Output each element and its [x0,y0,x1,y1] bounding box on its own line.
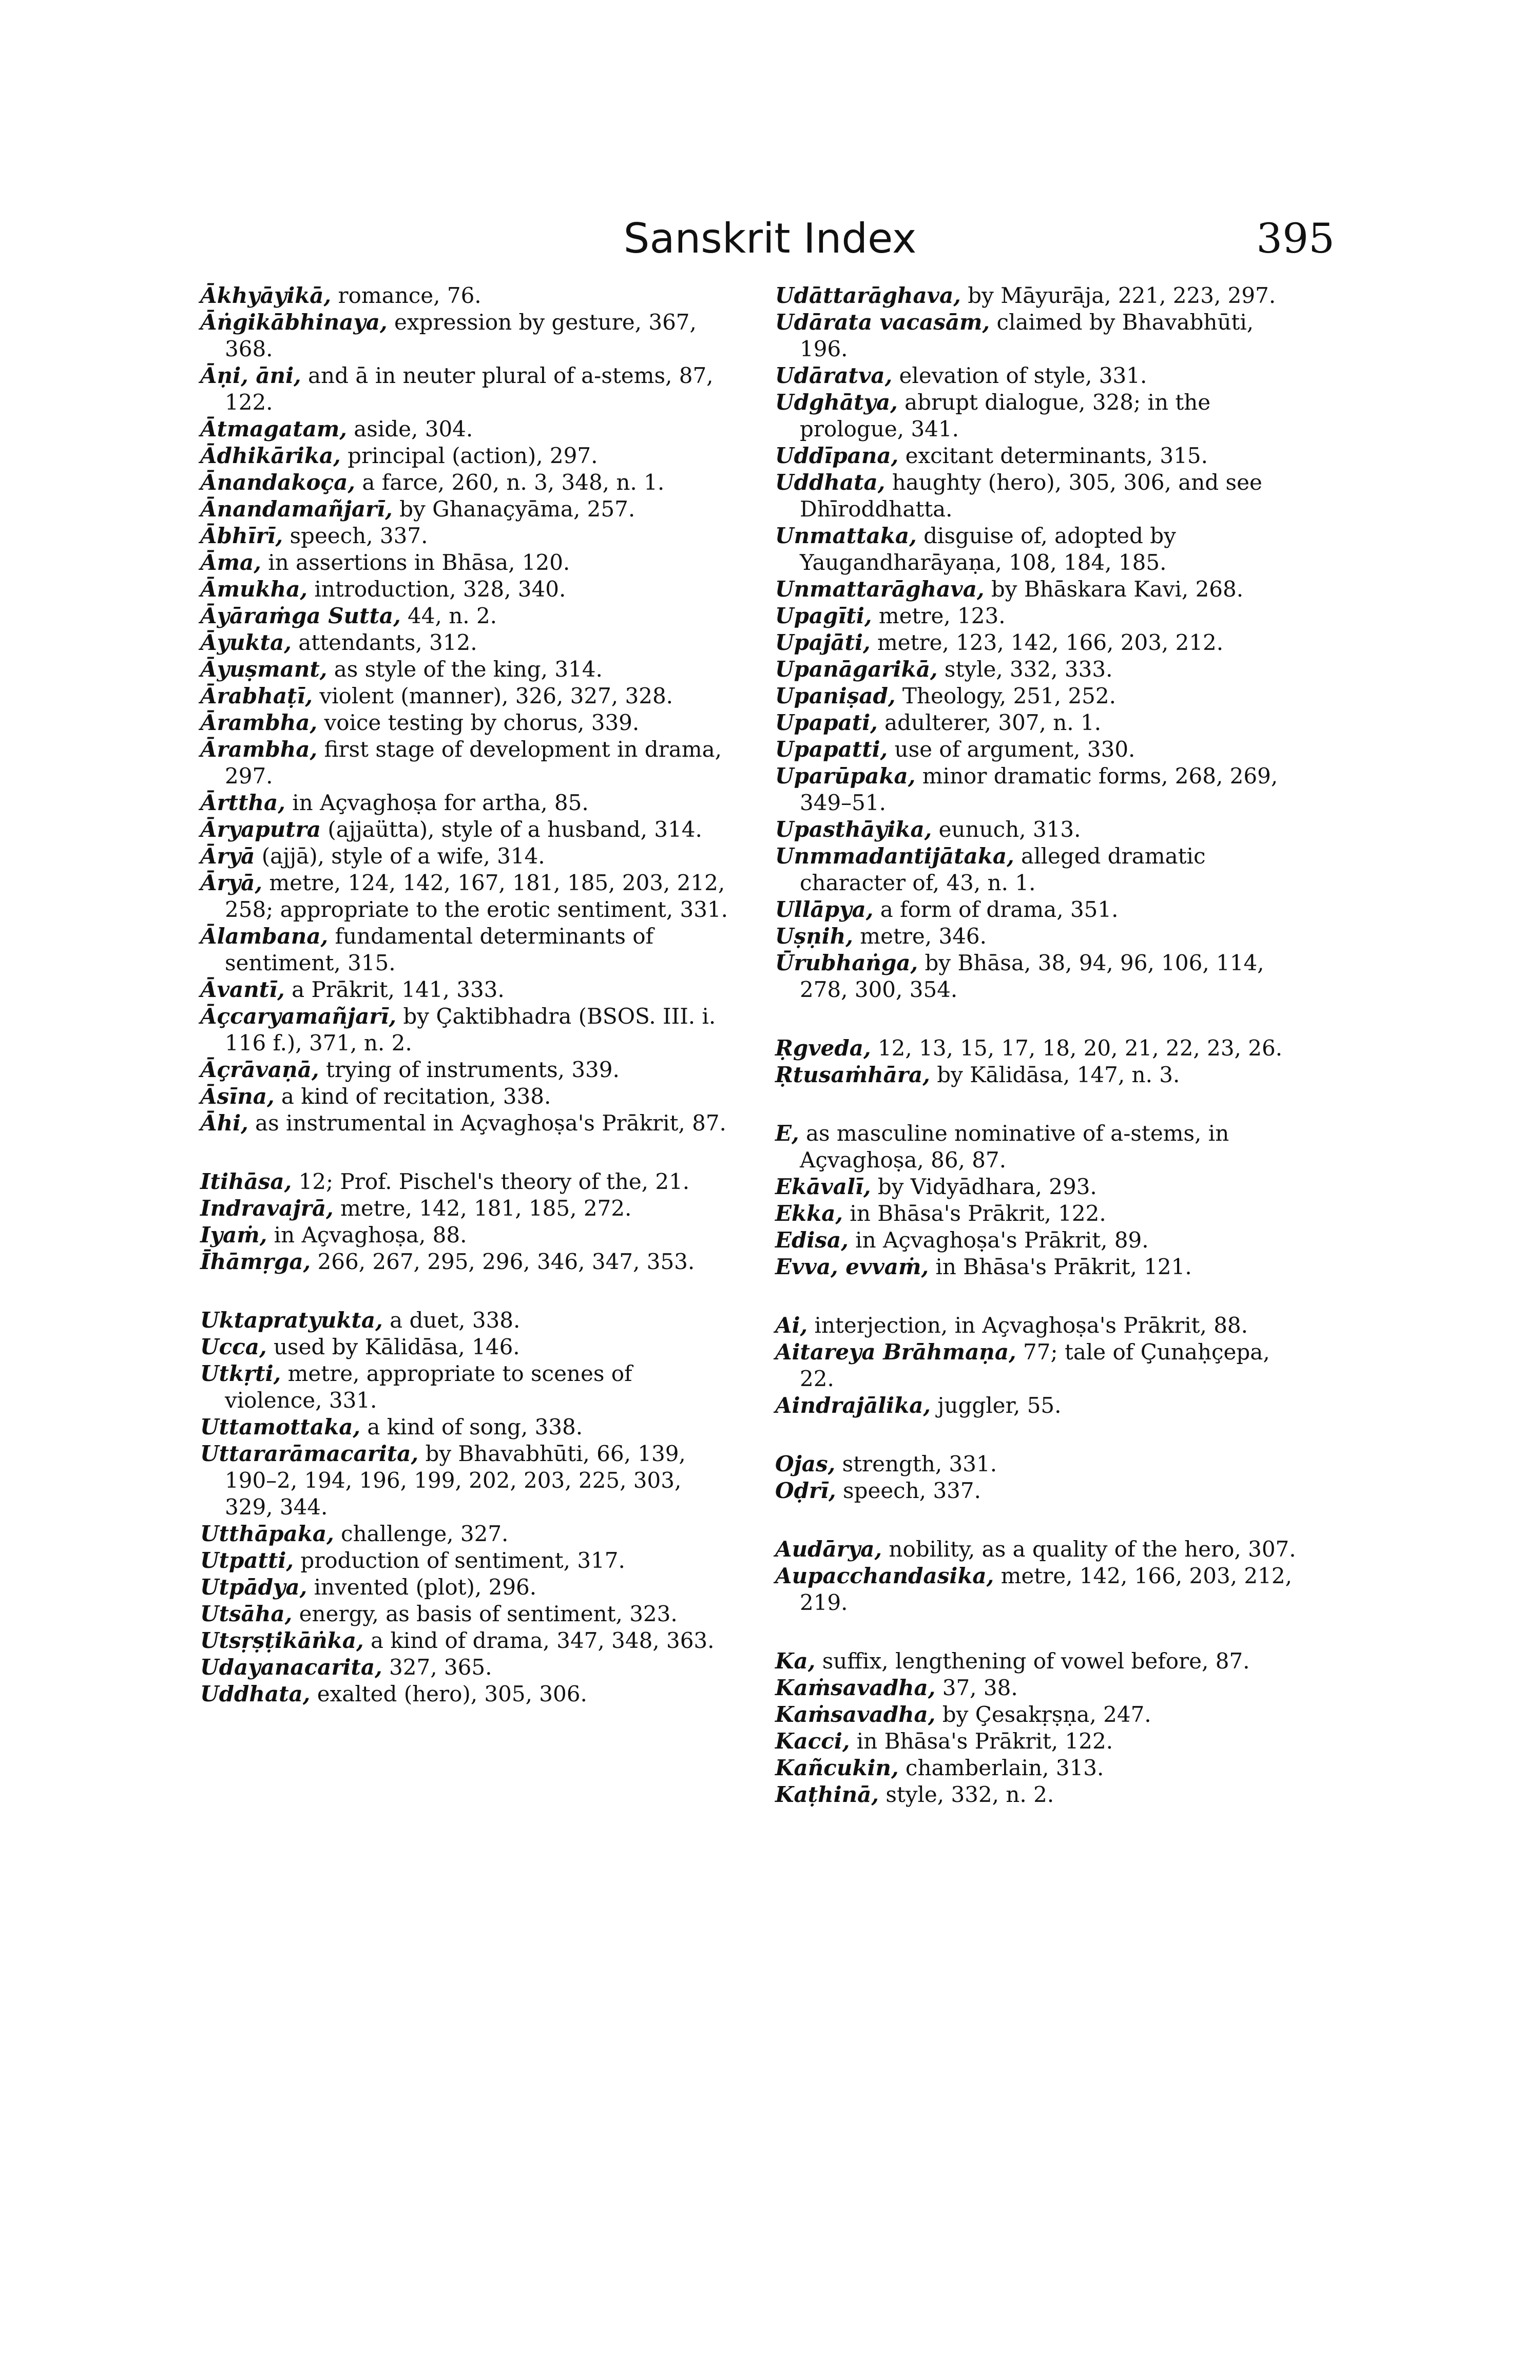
index-details: minor dramatic forms, 268, 269, 349–51. [800,763,1278,815]
index-entry [775,1392,1304,1419]
index-term: Uddīpana, [775,443,899,468]
index-details: a Prākrit, 141, 333. [284,977,505,1002]
index-entry [200,656,729,683]
index-details: disguise of, adopted by Yaugandharāyaṇa, 108, 184, 185. [800,523,1176,575]
index-term: Udāttarāghava, [775,283,961,308]
index-entry [200,576,729,603]
section-gap [775,1419,1304,1451]
index-term: Ārabhaṭī, [200,683,313,708]
index-term: Uttamottaka, [200,1414,361,1439]
index-entry [775,1062,1304,1088]
index-details: haughty (hero), 305, 306, and see Dhīroddhatta. [800,470,1262,522]
index-term: Upapatti, [775,737,888,762]
index-entry [200,736,729,790]
index-entry [200,362,729,416]
index-details: alleged dramatic character of, 43, n. 1. [800,843,1206,895]
index-term: E, [775,1121,799,1146]
index-term: Āçcaryamañjarī, [200,1004,396,1029]
index-details: metre, 142, 181, 185, 272. [333,1196,632,1221]
index-details: claimed by Bhavabhūti, 196. [800,310,1254,361]
index-details: as masculine nominative of a-stems, in Açvaghoṣa, 86, 87. [799,1121,1229,1173]
index-details: juggler, 55. [931,1393,1062,1418]
index-entry [200,1083,729,1110]
index-column-left [200,282,729,1707]
index-details: use of argument, 330. [888,737,1135,762]
index-entry [200,1003,729,1057]
index-details: 44, n. 2. [400,603,497,628]
index-details: metre, appropriate to scenes of violence, 331. [225,1361,632,1413]
index-entry [775,1035,1304,1062]
index-details: by Bhāsa, 38, 94, 96, 106, 114, 278, 300, 354. [800,950,1264,1002]
index-details: by Bhāskara Kavi, 268. [984,577,1244,602]
index-details: in Bhāsa's Prākrit, 122. [850,1729,1113,1754]
index-term: Āçrāvaṇā, [200,1057,319,1082]
index-term: Upaniṣad, [775,683,896,708]
index-details: strength, 331. [835,1451,997,1476]
index-entry [775,1536,1304,1563]
index-details: first stage of development in drama, 297. [225,737,722,789]
index-entry [200,282,729,309]
index-term: Uddhata, [775,470,886,495]
index-entry [775,1781,1304,1808]
index-entry [200,1168,729,1195]
index-term: Iyaṁ, [200,1222,267,1247]
index-term: Utsṛṣṭikāṅka, [200,1628,364,1653]
index-details: metre, 142, 166, 203, 212, 219. [800,1563,1292,1615]
index-entry [200,1654,729,1681]
index-details: adulterer, 307, n. 1. [877,710,1102,735]
index-term: Īhāmṛga, [200,1249,311,1274]
index-term: Upagīti, [775,603,872,628]
index-entry [200,629,729,656]
index-term: Udārata vacasām, [775,310,990,335]
page-title: Sanskrit Index [623,215,917,262]
index-details: excitant determinants, 315. [898,443,1208,468]
index-entry [200,1222,729,1249]
index-entry [775,950,1304,1003]
index-details: Theology, 251, 252. [895,683,1116,708]
section-gap [775,1504,1304,1536]
index-term: Ārttha, [200,790,285,815]
index-details: eunuch, 313. [932,817,1081,842]
index-entry [775,816,1304,843]
index-entry [775,629,1304,656]
index-term: Uparūpaka, [775,763,916,789]
index-term: Āhi, [200,1110,248,1136]
index-details: a duet, 338. [382,1308,521,1333]
index-entry [775,1648,1304,1675]
index-details: in assertions in Bhāsa, 120. [261,550,570,575]
index-term: Āryā, [200,870,262,895]
index-entry [775,736,1304,763]
index-entry [200,603,729,629]
index-entry [775,843,1304,896]
index-details: romance, 76. [331,283,482,308]
index-details: metre, 123. [872,603,1006,628]
index-term: Ekka, [775,1201,843,1226]
index-details: by Bhavabhūti, 66, 139, 190–2, 194, 196, 199, 202, 203, 225, 303, 329, 344. [225,1441,686,1520]
index-entry [200,1414,729,1441]
section-gap [200,1137,729,1168]
index-entry [200,309,729,362]
index-entry [200,416,729,443]
index-term: Ai, [775,1313,808,1338]
index-details: style, 332, 333. [937,657,1113,682]
index-details: exalted (hero), 305, 306. [310,1681,587,1706]
index-details: and ā in neuter plural of a-stems, 87, 122. [225,363,714,415]
index-entry [775,309,1304,362]
index-term: Udayanacarita, [200,1655,382,1680]
index-details: a farce, 260, n. 3, 348, n. 1. [355,470,665,495]
index-term: Ārambha, [200,710,318,735]
section-gap [775,1280,1304,1312]
page-header [0,210,1540,267]
index-details: challenge, 327. [334,1521,509,1546]
index-entry [200,523,729,549]
index-details: by Vidyādhara, 293. [871,1174,1097,1199]
index-entry [200,1627,729,1654]
index-entry [775,1755,1304,1781]
index-entry [200,816,729,843]
index-term: Unmattarāghava, [775,577,985,602]
index-entry [200,1307,729,1334]
index-details: nobility, as a quality of the hero, 307. [882,1537,1296,1562]
index-term: Udghātya, [775,390,898,415]
index-details: by Māyurāja, 221, 223, 297. [960,283,1276,308]
index-details: as instrumental in Açvaghoṣa's Prākrit, 87. [248,1110,726,1136]
index-entry [200,843,729,870]
index-details: 12; Prof. Pischel's theory of the, 21. [292,1169,690,1194]
index-details: by Kālidāsa, 147, n. 3. [930,1062,1180,1087]
index-details: by Ghanaçyāma, 257. [392,496,636,522]
index-term: Ālambana, [200,924,329,949]
index-entry [775,1451,1304,1477]
index-details: metre, 124, 142, 167, 181, 185, 203, 212, 258; appropriate to the erotic sentiment, 331. [225,870,728,922]
index-entry [775,656,1304,683]
page-number: 395 [1256,215,1335,262]
index-entry [775,1675,1304,1701]
index-term: Ābhīrī, [200,523,283,548]
index-details: voice testing by chorus, 339. [317,710,640,735]
section-gap [775,1088,1304,1120]
index-details: expression by gesture, 367, 368. [225,310,697,361]
index-entry [200,1334,729,1360]
index-term: Kaṁsavadha, [775,1675,936,1700]
index-details: 77; tale of Çunaḥçepa, 22. [800,1339,1270,1391]
index-term: Āyuṣmant, [200,657,328,682]
index-details: trying of instruments, 339. [319,1057,620,1082]
index-details: a kind of song, 338. [360,1414,583,1439]
index-details: style, 332, n. 2. [878,1782,1054,1807]
index-details: production of sentiment, 317. [294,1548,625,1573]
index-details: 12, 13, 15, 17, 18, 20, 21, 22, 23, 26. [871,1035,1283,1061]
index-entry [775,603,1304,629]
index-entry [200,1249,729,1275]
index-entry [775,683,1304,709]
index-term: Ojas, [775,1451,836,1476]
section-gap [775,1003,1304,1035]
index-entry [775,1339,1304,1392]
index-entry [200,1681,729,1707]
index-details: in Açvaghoṣa's Prākrit, 89. [848,1227,1149,1253]
index-entry [775,523,1304,576]
index-entry [200,1441,729,1521]
index-entry [775,923,1304,950]
index-details: violent (manner), 326, 327, 328. [313,683,673,708]
index-entry [200,1547,729,1574]
index-details: interjection, in Açvaghoṣa's Prākrit, 88. [807,1313,1248,1338]
index-term: Kacci, [775,1729,850,1754]
index-details: chamberlain, 313. [898,1755,1104,1780]
index-term: Ātmagatam, [200,416,347,442]
index-term: Upanāgarikā, [775,657,938,682]
index-entry [200,683,729,709]
index-entry [200,1057,729,1083]
index-term: Utpādya, [200,1575,307,1600]
index-term: Ākhyāyikā, [200,283,332,308]
index-entry [775,1120,1304,1174]
index-details: in Bhāsa's Prākrit, 122. [843,1201,1106,1226]
index-entry [200,1574,729,1601]
index-details: 327, 365. [382,1655,492,1680]
index-details: (ajjā), style of a wife, 314. [255,843,545,869]
index-entry [200,1360,729,1414]
index-entry [200,1521,729,1547]
index-term: Oḍrī, [775,1478,836,1503]
index-entry [200,870,729,923]
index-term: Udāratva, [775,363,893,388]
index-details: elevation of style, 331. [892,363,1147,388]
index-entry [775,576,1304,603]
index-term: Itihāsa, [200,1169,292,1194]
index-term: Upasthāyika, [775,817,932,842]
index-term: Ārambha, [200,737,318,762]
index-details: used by Kālidāsa, 146. [266,1334,520,1359]
index-details: in Açvaghoṣa for artha, 85. [285,790,589,815]
index-details: metre, 123, 142, 166, 203, 212. [870,630,1224,655]
index-details: a kind of drama, 347, 348, 363. [363,1628,715,1653]
index-entry [775,709,1304,736]
index-entry [775,389,1304,443]
index-term: Aupacchandasika, [775,1563,994,1588]
index-details: 266, 267, 295, 296, 346, 347, 353. [311,1249,695,1274]
index-term: Āma, [200,550,261,575]
index-term: Ānandakoça, [200,470,355,495]
index-term: Utpatti, [200,1548,294,1573]
index-term: Uṣṇih, [775,924,853,949]
index-term: Āṇi, āni, [200,363,301,388]
index-details: fundamental determinants of sentiment, 315. [225,924,654,975]
index-term: Utsāha, [200,1601,293,1626]
index-term: Ānandamañjarī, [200,496,393,522]
index-entry [200,496,729,523]
index-entry [200,1195,729,1222]
index-column-right [775,282,1304,1808]
index-details: by Çesakṛṣṇa, 247. [935,1702,1151,1727]
index-entry [200,1601,729,1627]
index-term: Uddhata, [200,1681,311,1706]
index-term: Unmattaka, [775,523,917,548]
index-details: introduction, 328, 340. [307,577,566,602]
index-entry [775,1477,1304,1504]
index-entry [200,1110,729,1137]
index-entry [200,469,729,496]
index-term: Utthāpaka, [200,1521,334,1546]
index-entry [775,763,1304,816]
index-entry [775,1312,1304,1339]
index-term: Ādhikārika, [200,443,341,468]
index-entry [200,976,729,1003]
index-term: Āvantī, [200,977,285,1002]
index-term: Evva, evvaṁ, [775,1254,929,1279]
index-details: aside, 304. [346,416,473,442]
index-details: speech, 337. [283,523,428,548]
index-entry [200,549,729,576]
section-gap [775,1616,1304,1648]
index-details: abrupt dialogue, 328; in the prologue, 341. [800,390,1211,442]
index-term: Ṛtusaṁhāra, [775,1062,930,1087]
index-term: Kañcukin, [775,1755,899,1780]
index-term: Āryaputra [200,817,321,842]
index-term: Ucca, [200,1334,267,1359]
index-details: suffix, lengthening of vowel before, 87. [815,1648,1250,1674]
index-term: Kaṁsavadha, [775,1702,936,1727]
index-term: Kaṭhinā, [775,1782,879,1807]
index-term: Upajāti, [775,630,871,655]
index-entry [200,443,729,469]
index-entry [775,896,1304,923]
index-details: as style of the king, 314. [327,657,603,682]
index-details: (ajjaütta), style of a husband, 314. [320,817,702,842]
index-details: energy, as basis of sentiment, 323. [292,1601,678,1626]
index-details: 37, 38. [935,1675,1018,1700]
index-term: Uttararāmacarita, [200,1441,419,1466]
index-entry [200,923,729,976]
index-entry [200,790,729,816]
index-entry [775,443,1304,469]
index-details: in Açvaghoṣa, 88. [267,1222,467,1247]
index-term: Ullāpya, [775,897,874,922]
index-term: Ṛgveda, [775,1035,871,1061]
index-term: Aitareya Brāhmaṇa, [775,1339,1016,1365]
index-entry [775,1174,1304,1200]
index-term: Unmmadantijātaka, [775,843,1014,869]
index-term: Āyukta, [200,630,292,655]
index-entry [775,1200,1304,1227]
index-entry [775,1701,1304,1728]
index-entry [775,1563,1304,1616]
index-details: a kind of recitation, 338. [274,1084,551,1109]
index-details: attendants, 312. [291,630,477,655]
index-details: metre, 346. [853,924,987,949]
index-details: principal (action), 297. [340,443,598,468]
index-term: Uktapratyukta, [200,1308,383,1333]
index-entry [775,362,1304,389]
index-details: a form of drama, 351. [873,897,1119,922]
index-term: Ka, [775,1648,816,1674]
index-term: Edisa, [775,1227,849,1253]
index-term: Ekāvalī, [775,1174,871,1199]
index-term: Āryā [200,843,255,869]
index-details: by Çaktibhadra (BSOS. III. i. 116 f.), 371, n. 2. [225,1004,716,1055]
index-term: Indravajrā, [200,1196,334,1221]
index-entry [775,1728,1304,1755]
index-term: Aindrajālika, [775,1393,931,1418]
index-term: Āsīna, [200,1084,275,1109]
index-term: Audārya, [775,1537,882,1562]
index-term: Āmukha, [200,577,308,602]
index-entry [775,1254,1304,1280]
index-entry [775,282,1304,309]
index-details: invented (plot), 296. [307,1575,537,1600]
index-term: Ūrubhaṅga, [775,950,918,975]
index-entry [775,469,1304,523]
index-term: Upapati, [775,710,878,735]
index-term: Utkṛti, [200,1361,281,1386]
index-term: Āṅgikābhinaya, [200,310,388,335]
index-entry [200,709,729,736]
index-details: speech, 337. [836,1478,981,1503]
index-entry [775,1227,1304,1254]
section-gap [200,1275,729,1307]
index-details: in Bhāsa's Prākrit, 121. [929,1254,1192,1279]
index-term: Āyāraṁga Sutta, [200,603,401,628]
